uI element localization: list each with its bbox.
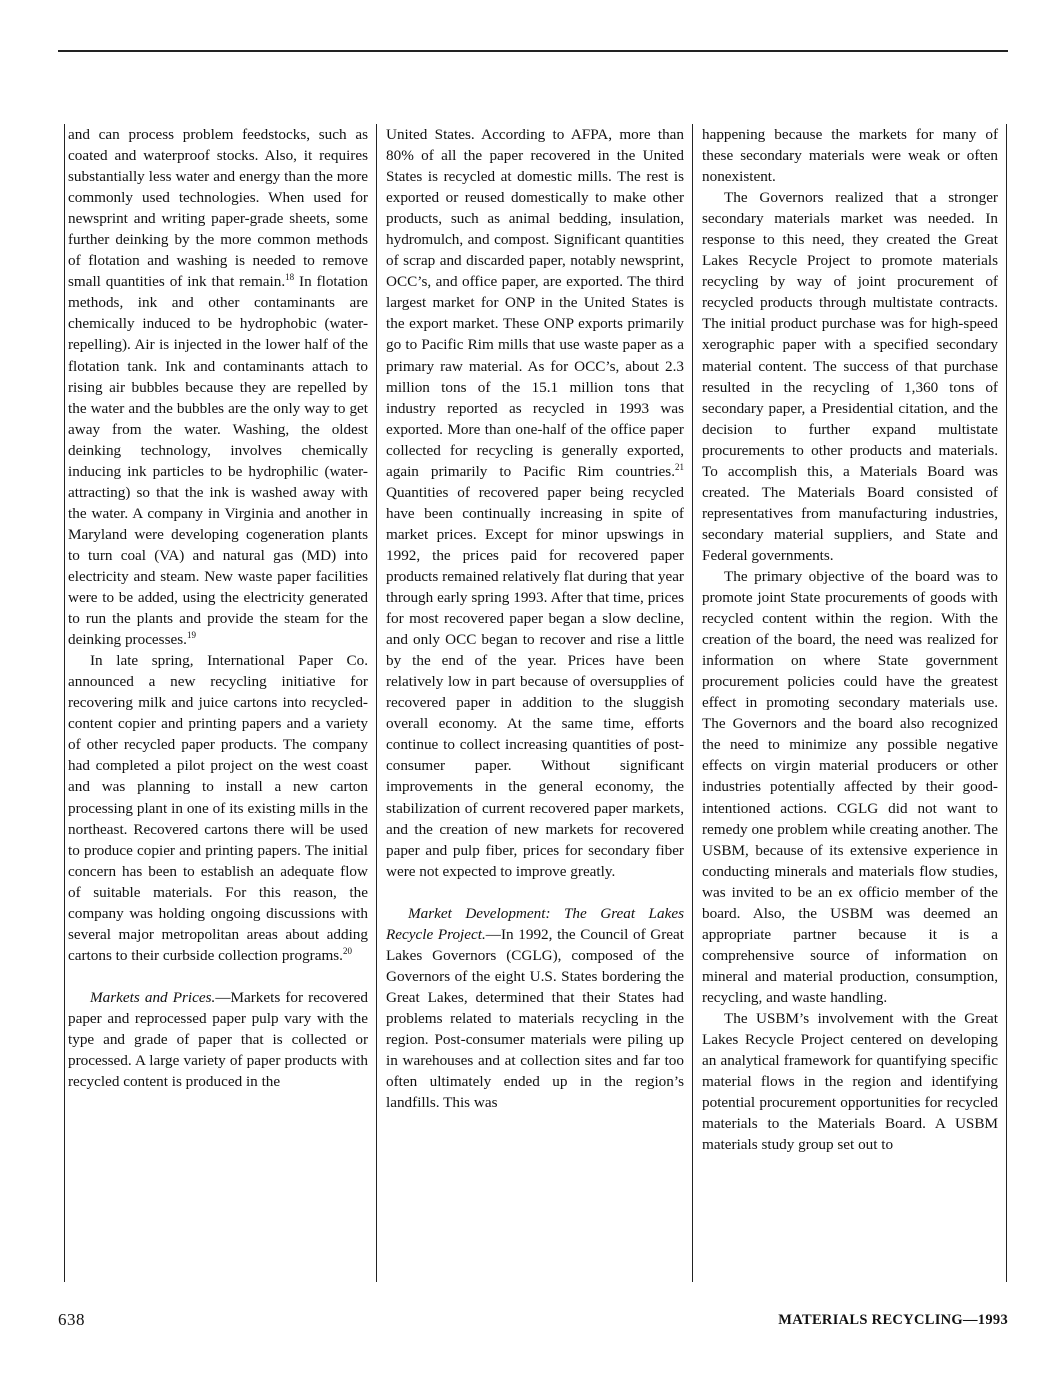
footnote-ref-21: 21 xyxy=(675,461,684,472)
running-title: MATERIALS RECYCLING—1993 xyxy=(778,1312,1008,1328)
text-column-2 xyxy=(386,124,684,1286)
paragraph-afpa-exports: United States. According to AFPA, more than 80% of all the paper recovered in the United States is recycled at domestic mills. The rest is exported or reused domestically to make other products, such as animal bedding, insulation, hydromulch, and compost. Significant quantities of scrap and discarded paper, notably newsprint, OCC’s, and office paper, are exported. The third largest market for ONP in the United States is the export market. These ONP exports primarily go to Pacific Rim mills that use waste paper as a primary raw material. As for OCC’s, about 2.3 million tons of the 15.1 million tons that industry reported as recycled in 1993 was exported. More than one-half of the office paper collected for recycling is generally exported, again primarily to Pacific Rim countries.$^{21}$ Quantities of recovered paper being recycled have been continually increasing in spite of market prices. Except for minor upswings in 1992, the prices paid for recovered paper products remained relatively flat during that year through early spring 1993. After that time, prices for most recovered paper began a slow decline, and only OCC began to recover and rise a little by the end of the year. Prices have been relatively low in part because of oversupplies of recovered paper in addition to the sluggish overall economy. At the same time, efforts continue to collect increasing quantities of post-consumer paper. Without significant improvements in the general economy, the stabilization of current recovered paper markets, and the creation of new markets for recovered paper and pulp fiber, prices for secondary fiber were not expected to improve greatly. xyxy=(386,126,684,880)
paragraph-international-paper: In late spring, International Paper Co. announced a new recycling initiative for recovering milk and juice cartons into recycled-content copier and printing papers and a variety of other recycled paper products. The company had completed a pilot project on the west coast and was planning to install a new carton processing plant in one of its existing mills in the northeast. Recovered cartons there will be used to produce copier and printing papers. The initial concern has been to establish an adequate flow of suitable materials. For this reason, the company was holding ongoing discussions with several major metropolitan areas about adding cartons to their curbside collection programs.$^{20}$ xyxy=(68,652,368,964)
text-column-3 xyxy=(702,124,998,1286)
column-rule-right xyxy=(1006,124,1007,1282)
footnote-ref-18: 18 xyxy=(285,272,295,283)
paragraph-deinking: and can process problem feedstocks, such as coated and waterproof stocks. Also, it requires substantially less water and energy than the more commonly used technologies. When used for newsprint and writing paper-grade sheets, some further deinking by the more common methods of flotation and washing is needed to remove small quantities of ink that remain.$^{18}$ In flotation methods, ink and other contaminants are chemically induced to be hydrophobic (water-repelling). Air is injected in the lower half of the flotation tank. Ink and contaminants attach to rising air bubbles because they are repelled by the water and the bubbles are the only way to get away from the water. Washing, the oldest deinking technology, involves chemically inducing ink particles to be hydrophilic (water-attracting) so that the ink is washed away with the water. A company in Virginia and another in Maryland were developing cogeneration plants to turn coal (VA) and natural gas (MD) into electricity and steam. New waste paper facilities were to be added, using the electricity generated to run the plants and provide the steam for the deinking processes.$^{19}$ xyxy=(68,126,368,649)
footnote-ref-20: 20 xyxy=(342,945,352,956)
paragraph-secondary-markets: happening because the markets for many of these secondary materials were weak or often nonexistent. xyxy=(702,126,998,186)
paragraph-board-objective: The primary objective of the board was to promote joint State procurements of goods with recycled content within the region. With the creation of the board, the need was realized for information on where State government procurement policies could have the greatest effect in promoting secondary materials use. The Governors and the board also recognized the need to minimize any possible negative effects on virgin material producers or other industries potentially affected by their good-intentioned actions. CGLG did not want to remedy one problem while creating another. The USBM, because of its extensive experience in conducting minerals and materials flow studies, was invited to be an ex officio member of the board. Also, the USBM was deemed an appropriate partner because it is a comprehensive source of information on mineral and material production, consumption, recycling, and waste handling. xyxy=(702,567,998,1006)
paragraph-markets-and-prices: Markets and Prices.—Markets for recovered paper and reprocessed paper pulp vary with the type and grade of paper that is collected or processed. A large variety of paper products with recycled content is produced in the xyxy=(68,988,368,1091)
section-heading-market-development: Market Development: The Great Lakes Recycle Project. xyxy=(386,904,684,943)
top-rule xyxy=(58,50,1008,52)
paragraph-market-development: Market Development: The Great Lakes Recycle Project.—In 1992, the Council of Great Lakes Governors (CGLG), composed of the Governors of the eight U.S. States bordering the Great Lakes, determined that their States had problems related to materials recycling in the region. Post-consumer materials were piling up in warehouses and at collection sites and far too often ultimately ended up in the region’s landfills. This was xyxy=(386,904,684,1112)
column-rule-middle-1 xyxy=(376,124,377,1282)
footnote-ref-19: 19 xyxy=(186,630,196,641)
text-column-1 xyxy=(68,124,368,1286)
section-heading-markets-and-prices: Markets and Prices. xyxy=(90,988,216,1006)
column-rule-middle-2 xyxy=(692,124,693,1282)
column-rule-left xyxy=(64,124,65,1282)
paragraph-usbm-involvement: The USBM’s involvement with the Great Lakes Recycle Project centered on developing an analytical framework for quantifying specific material flows in the region and identifying potential procurement opportunities for recycled materials to the Materials Board. A USBM materials study group set out to xyxy=(702,1009,998,1154)
page-number: 638 xyxy=(58,1310,85,1329)
paragraph-governors: The Governors realized that a stronger secondary materials market was needed. In response to this need, they created the Great Lakes Recycle Project to promote materials recycling by way of joint procurement of recycled products through multistate contracts. The initial product purchase was for high-speed xerographic paper with a specified secondary material content. The success of that purchase resulted in the recycling of 1,360 tons of secondary paper, a Presidential citation, and the decision to further expand multistate procurements to other products and materials. To accomplish this, a Materials Board was created. The Materials Board consisted of representatives from manufacturing industries, secondary material suppliers, and State and Federal governments. xyxy=(702,189,998,564)
